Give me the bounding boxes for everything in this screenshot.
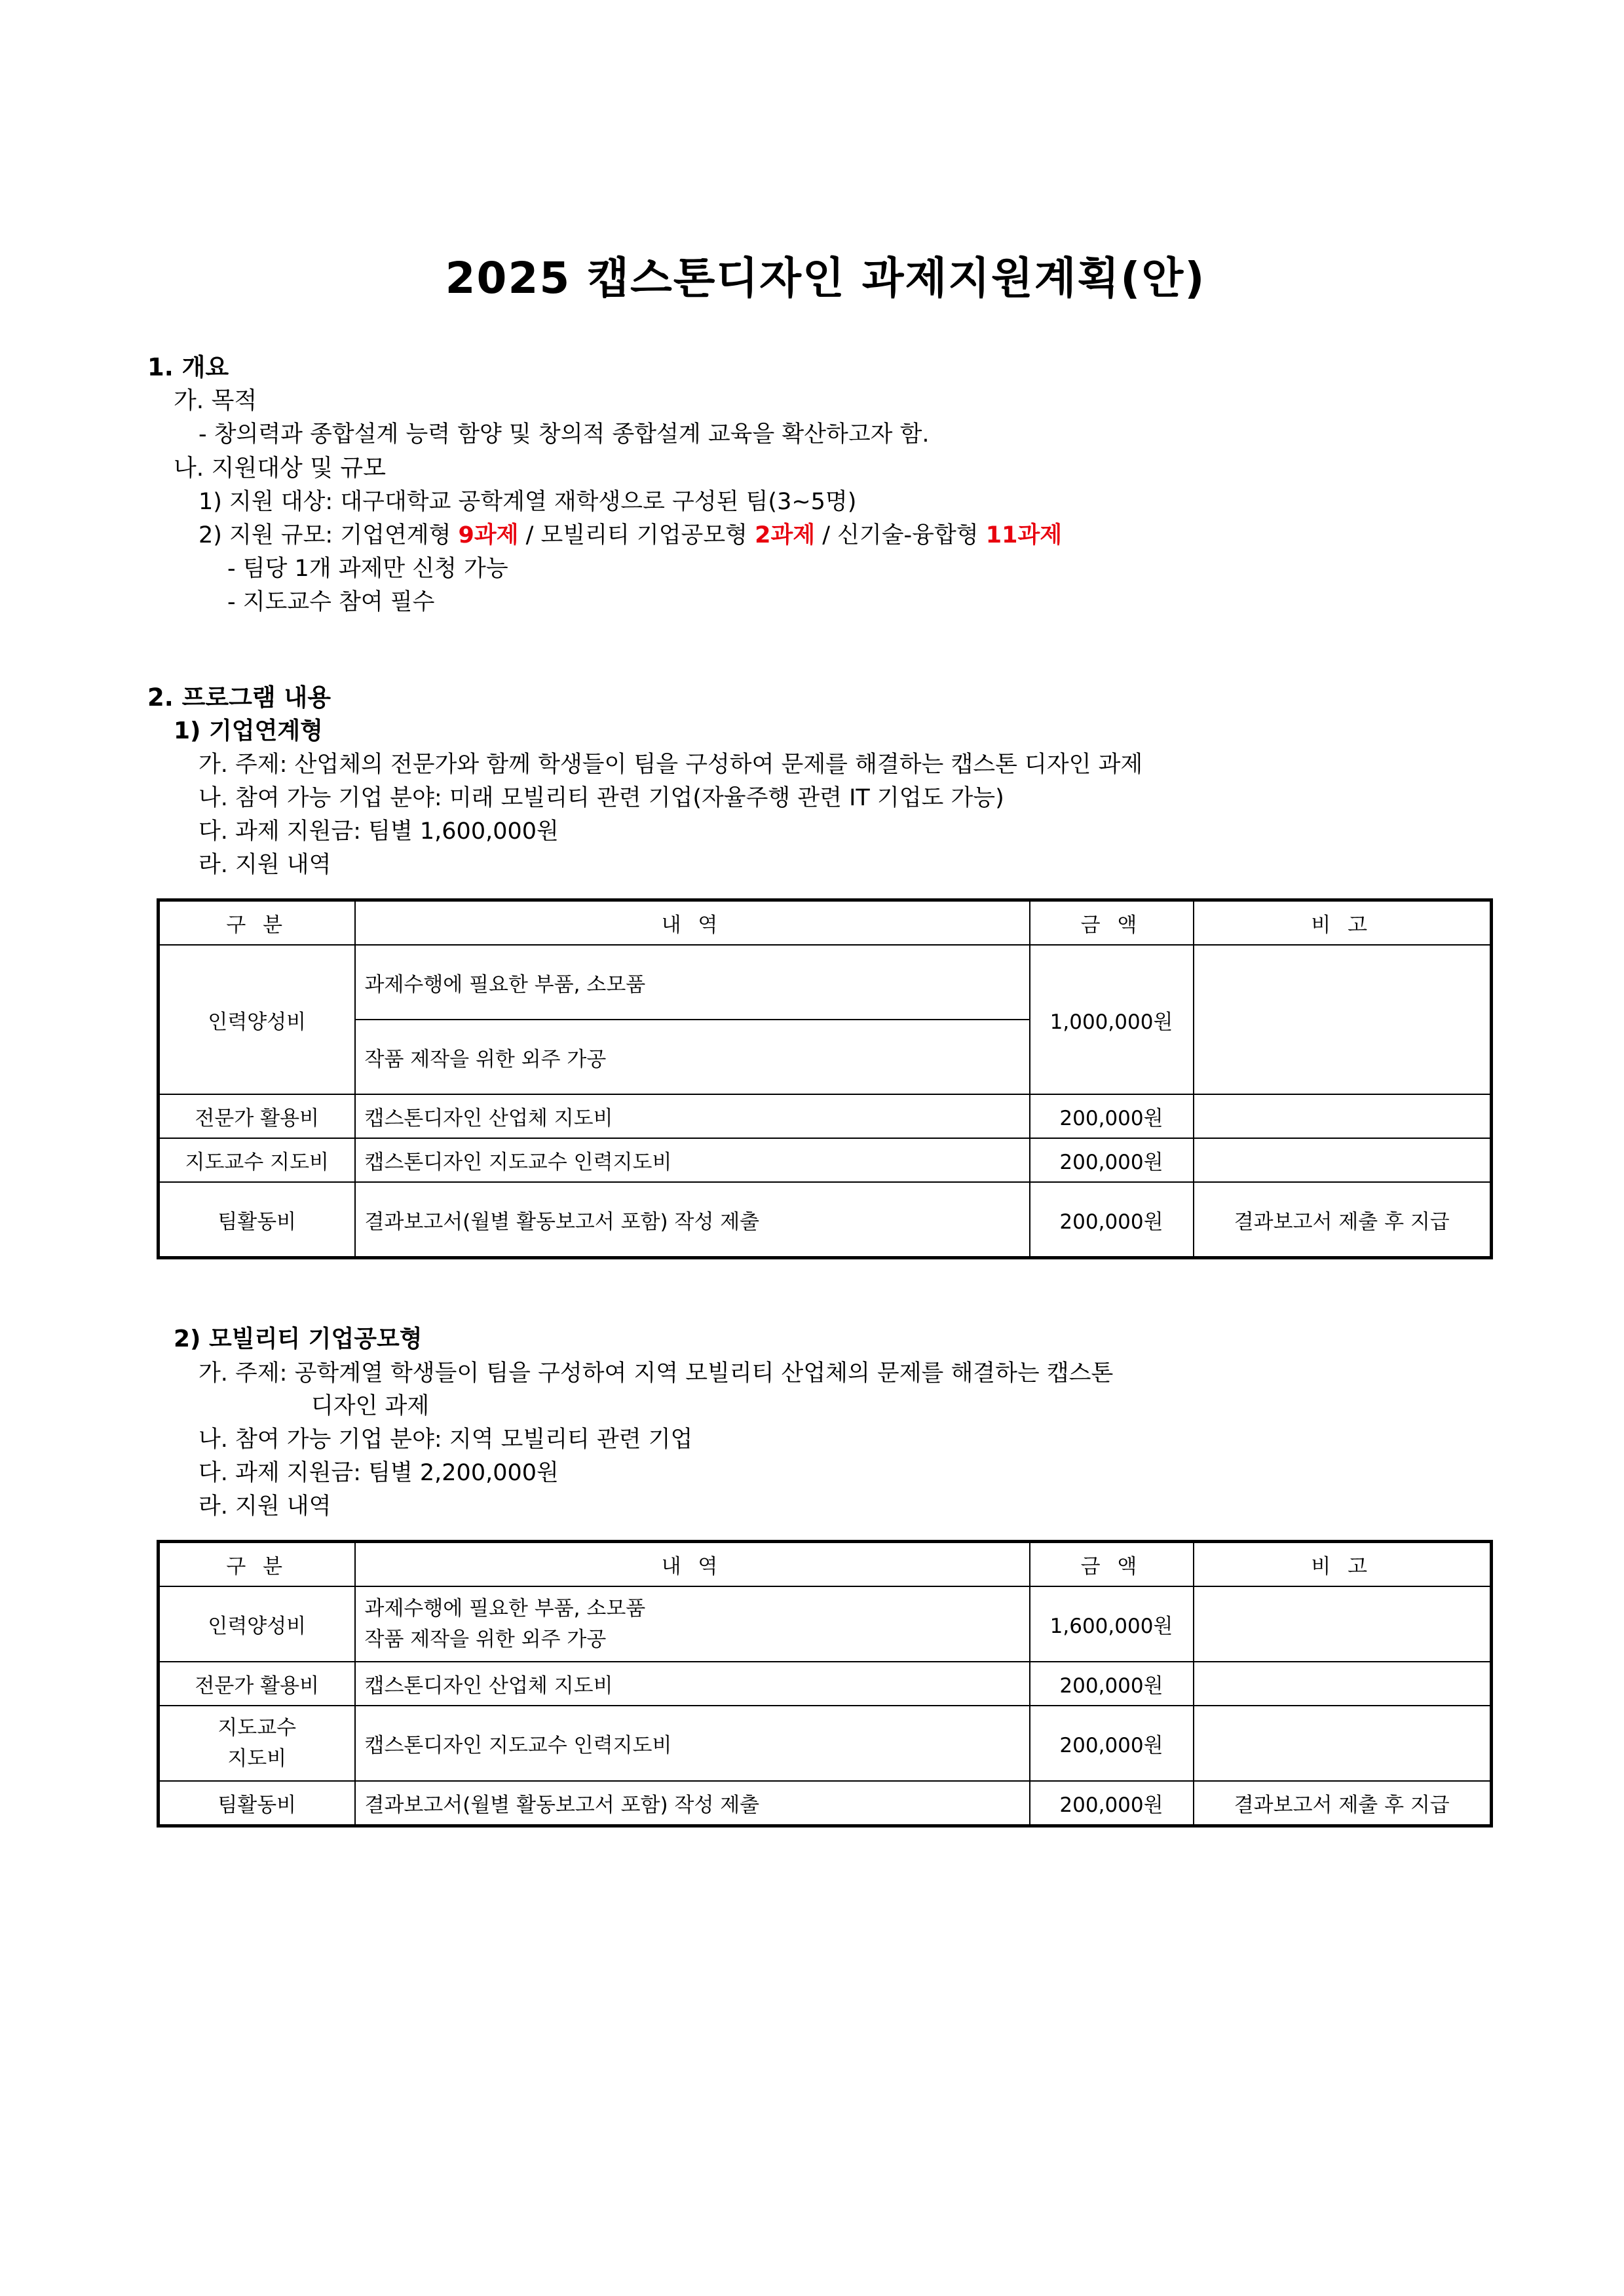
- table2-header-category: 구 분: [159, 1542, 355, 1587]
- table1-r3-detail: 캡스톤디자인 지도교수 인력지도비: [355, 1138, 1030, 1182]
- section-1-item-b-1: 1) 지원 대상: 대구대학교 공학계열 재학생으로 구성된 팀(3~5명): [198, 489, 857, 516]
- table1-r3-note: [1194, 1138, 1492, 1182]
- table1-r4-amount: 200,000원: [1030, 1182, 1194, 1258]
- table2-header-details: 내 역: [355, 1542, 1030, 1587]
- subsection-1-item-d: 라. 지원 내역: [198, 851, 331, 878]
- subsection-2-item-c: 다. 과제 지원금: 팀별 2,200,000원: [198, 1459, 559, 1486]
- table2-r3-note: [1194, 1706, 1492, 1781]
- table2-header-amount: 금 액: [1030, 1542, 1194, 1587]
- table1-r4-detail: 결과보고서(월별 활동보고서 포함) 작성 제출: [355, 1182, 1030, 1258]
- subsection-1-item-b: 나. 참여 가능 기업 분야: 미래 모빌리티 관련 기업(자율주행 관련 IT 기업도 가능): [198, 785, 1004, 812]
- table2-r3-detail: 캡스톤디자인 지도교수 인력지도비: [355, 1706, 1030, 1781]
- table2-r3-amount: 200,000원: [1030, 1706, 1194, 1781]
- table1-r1-amount: 1,000,000원: [1030, 945, 1194, 1094]
- table2-r4-category: 팀활동비: [159, 1781, 355, 1826]
- table1-header-category: 구 분: [159, 900, 355, 946]
- count-corporate: 9과제: [458, 522, 519, 548]
- table-row: [159, 1182, 1492, 1258]
- table2-r2-detail: 캡스톤디자인 산업체 지도비: [355, 1662, 1030, 1706]
- table2-r2-category: 전문가 활용비: [159, 1662, 355, 1706]
- subsection-2-item-d: 라. 지원 내역: [198, 1493, 331, 1520]
- section-1-heading: 1. 개요: [147, 353, 229, 382]
- table1-r4-note: 결과보고서 제출 후 지급: [1194, 1182, 1492, 1258]
- table-row: [159, 1138, 1492, 1182]
- table1-r2-category: 전문가 활용비: [159, 1094, 355, 1138]
- table2-r4-note: 결과보고서 제출 후 지급: [1194, 1781, 1492, 1826]
- table1-header-details: 내 역: [355, 900, 1030, 946]
- table2-r1-detail-2: 작품 제작을 위한 외주 가공: [364, 1627, 607, 1651]
- section-1-item-b-note-1: - 팀당 1개 과제만 신청 가능: [227, 555, 508, 582]
- section-1-item-a: 가. 목적: [174, 387, 257, 415]
- subsection-2-item-a: 가. 주제: 공학계열 학생들이 팀을 구성하여 지역 모빌리티 산업체의 문제를 해결하는 캡스톤: [198, 1360, 1114, 1387]
- table1-r2-detail: 캡스톤디자인 산업체 지도비: [355, 1094, 1030, 1138]
- table-row: [159, 1094, 1492, 1138]
- funding-table-2: [157, 1540, 1493, 1827]
- table-row: [159, 1662, 1492, 1706]
- table1-r2-amount: 200,000원: [1030, 1094, 1194, 1138]
- table2-r1-detail-1: 과제수행에 필요한 부품, 소모품: [364, 1597, 646, 1621]
- table1-r3-amount: 200,000원: [1030, 1138, 1194, 1182]
- table1-r1-detail-2: 작품 제작을 위한 외주 가공: [355, 1020, 1030, 1094]
- table2-r3-category-line2: 지도비: [227, 1746, 287, 1770]
- table-row: [159, 945, 1492, 1020]
- section-1-item-b-note-2: - 지도교수 참여 필수: [227, 588, 435, 615]
- document-content: [147, 0, 1503, 1827]
- section-1-item-b-2: [198, 519, 1503, 552]
- table2-r4-amount: 200,000원: [1030, 1781, 1194, 1826]
- table2-r1-note: [1194, 1586, 1492, 1662]
- table2-r2-amount: 200,000원: [1030, 1662, 1194, 1706]
- subsection-1-item-a: 가. 주제: 산업체의 전문가와 함께 학생들이 팀을 구성하여 문제를 해결하는 캡스톤 디자인 과제: [198, 752, 1143, 778]
- subsection-2-title: 2) 모빌리티 기업공모형: [174, 1326, 423, 1353]
- section-1-item-b: 나. 지원대상 및 규모: [174, 455, 386, 482]
- table-row: [159, 1586, 1492, 1662]
- subsection-1-title: 1) 기업연계형: [174, 718, 323, 745]
- table1-r1-note: [1194, 945, 1492, 1094]
- section-1-item-a-detail: - 창의력과 종합설계 능력 함양 및 창의적 종합설계 교육을 확산하고자 함.: [198, 421, 930, 448]
- table2-r1-category: 인력양성비: [159, 1586, 355, 1662]
- subsection-1-item-c: 다. 과제 지원금: 팀별 1,600,000원: [198, 818, 559, 845]
- count-newtech: 11과제: [985, 522, 1063, 548]
- table2-r2-note: [1194, 1662, 1492, 1706]
- subsection-2-item-b: 나. 참여 가능 기업 분야: 지역 모빌리티 관련 기업: [198, 1426, 693, 1453]
- support-scale-sep1: / 모빌리티 기업공모형: [518, 522, 755, 548]
- table-header-row: [159, 900, 1492, 946]
- table1-r3-category: 지도교수 지도비: [159, 1138, 355, 1182]
- table2-r3-category: [159, 1706, 355, 1781]
- table1-header-amount: 금 액: [1030, 900, 1194, 946]
- support-scale-sep2: / 신기술-융합형: [815, 522, 986, 548]
- section-2-heading: 2. 프로그램 내용: [147, 683, 331, 712]
- table-header-row: [159, 1542, 1492, 1587]
- support-scale-prefix: 2) 지원 규모: 기업연계형: [198, 522, 459, 548]
- page-title: 2025 캡스톤디자인 과제지원계획(안): [445, 253, 1206, 303]
- table2-r4-detail: 결과보고서(월별 활동보고서 포함) 작성 제출: [355, 1781, 1030, 1826]
- table1-header-note: 비 고: [1194, 900, 1492, 946]
- table2-r1-details: [355, 1586, 1030, 1662]
- table1-r1-category: 인력양성비: [159, 945, 355, 1094]
- funding-table-1: [157, 898, 1493, 1259]
- table-row: [159, 1781, 1492, 1826]
- table1-r4-category: 팀활동비: [159, 1182, 355, 1258]
- subsection-2-item-a-cont: 디자인 과제: [311, 1393, 430, 1420]
- table2-r3-category-line1: 지도교수: [217, 1716, 297, 1740]
- count-mobility: 2과제: [755, 522, 816, 548]
- table1-r1-detail-1: 과제수행에 필요한 부품, 소모품: [355, 945, 1030, 1020]
- table1-r2-note: [1194, 1094, 1492, 1138]
- table2-r1-amount: 1,600,000원: [1030, 1586, 1194, 1662]
- table-row: [159, 1706, 1492, 1781]
- table2-header-note: 비 고: [1194, 1542, 1492, 1587]
